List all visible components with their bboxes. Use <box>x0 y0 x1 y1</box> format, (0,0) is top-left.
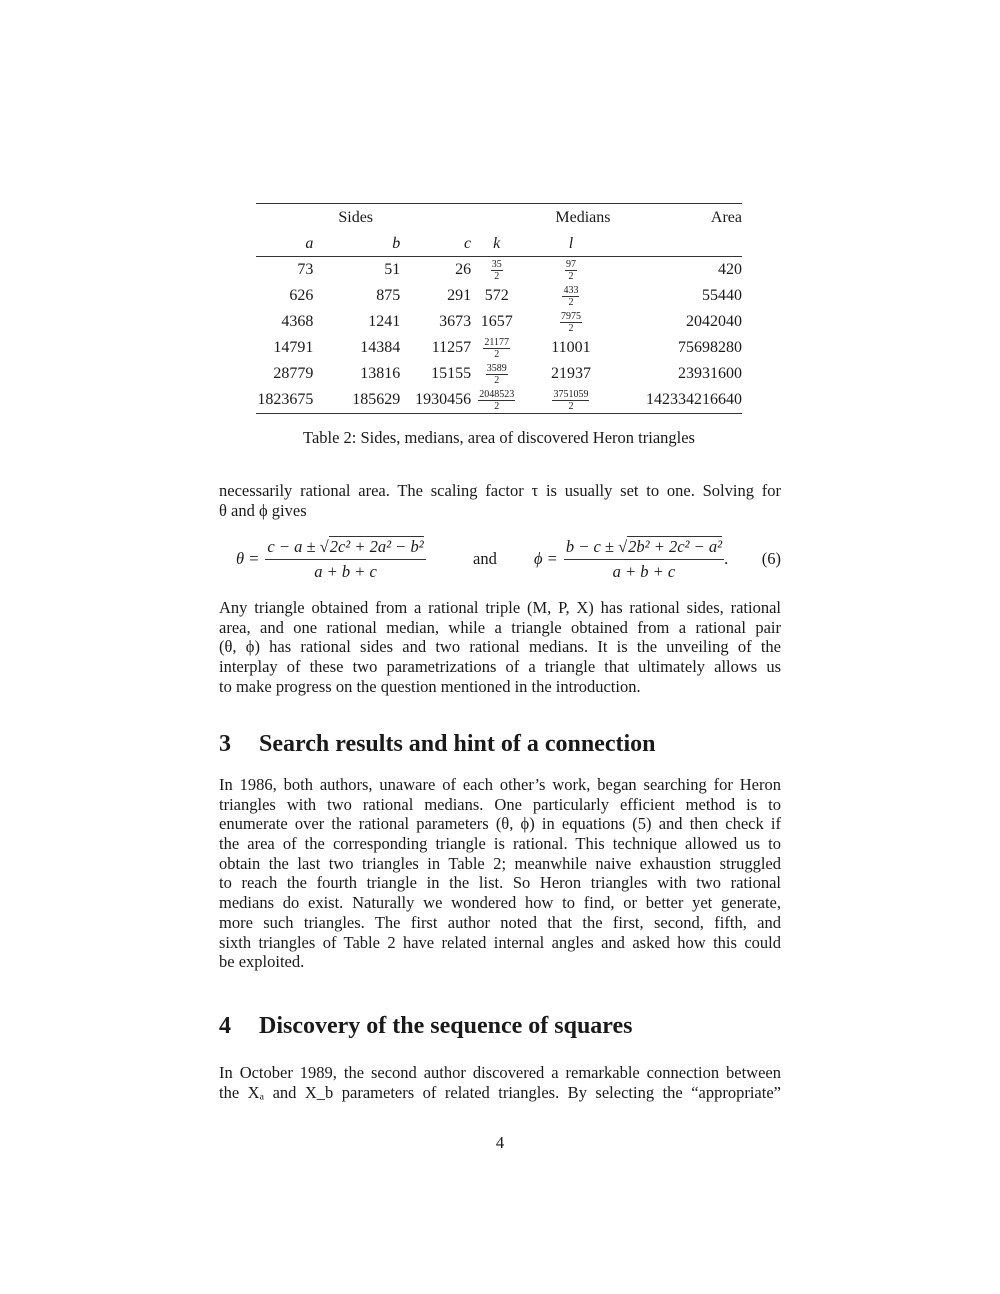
section-3-heading <box>219 731 655 758</box>
theta-radicand: 2c² + 2a² − b² <box>329 536 424 556</box>
text-line: the Xₐ and X_b parameters of related triangles. By selecting the “appropriate” <box>219 1082 781 1102</box>
section-number: 3 <box>219 731 231 757</box>
cell-k <box>471 387 522 413</box>
cell-c: 3673 <box>439 313 472 330</box>
text-line: medians do exist. Naturally we wondered how to find, or better yet generate, <box>219 893 781 913</box>
cell-b: 51 <box>384 261 401 278</box>
cell-area: 75698280 <box>678 339 742 356</box>
cell-k: 1657 <box>480 313 513 330</box>
text-line: In 1986, both authors, unaware of each other’s work, began searching for Heron <box>219 775 781 794</box>
cell-l: 11001 <box>551 339 591 356</box>
text-line: triangles with two rational medians. One particularly efficient method is to <box>219 794 781 814</box>
cell-l <box>522 257 619 283</box>
cell-b: 14384 <box>360 339 401 356</box>
cell-c: 11257 <box>431 339 472 356</box>
cell-area: 420 <box>718 261 742 278</box>
table-bottom-rule <box>256 413 742 414</box>
text-line: to make progress on the question mentioned in the introduction. <box>219 676 641 696</box>
cell-b: 1241 <box>368 313 401 330</box>
equation-number: (6) <box>761 549 781 568</box>
header-medians: Medians <box>555 209 611 226</box>
theta-fraction <box>265 537 425 582</box>
text-line: θ and ϕ gives <box>219 500 307 520</box>
theta-denominator: a + b + c <box>314 561 377 581</box>
section-3-paragraph <box>219 775 781 972</box>
cell-b: 13816 <box>360 365 401 382</box>
table-caption: Table 2: Sides, medians, area of discovered Heron triangles <box>303 428 695 447</box>
cell-c: 1930456 <box>415 391 472 408</box>
header-c: c <box>464 235 472 252</box>
fraction: $\frac{2048523}{2}$ <box>479 388 515 412</box>
cell-area: 2042040 <box>686 313 742 330</box>
theta-lhs: θ = <box>236 549 260 568</box>
table-row <box>256 361 742 387</box>
cell-k <box>471 257 522 283</box>
header-k: k <box>493 235 501 252</box>
phi-denominator: a + b + c <box>612 561 676 581</box>
paragraph-pre-equation <box>219 481 781 520</box>
header-a: a <box>305 235 314 252</box>
cell-c: 15155 <box>431 365 472 382</box>
text-line: be exploited. <box>219 952 305 972</box>
header-area: Area <box>710 209 742 226</box>
text-line: the area of the corresponding triangle is rational. This technique allowed us to <box>219 834 781 854</box>
cell-l: 21937 <box>550 365 591 382</box>
cell-k <box>471 335 522 361</box>
cell-l <box>522 309 619 335</box>
cell-area: 142334216640 <box>646 391 742 408</box>
fraction: $\frac{433}{2}$ <box>563 284 579 308</box>
header-b: b <box>392 235 401 252</box>
cell-c: 291 <box>447 287 472 304</box>
fraction: $\frac{97}{2}$ <box>565 258 576 282</box>
table-row <box>256 283 742 309</box>
text-line: interplay of these two parametrizations of a triangle that ultimately allows us <box>219 657 781 677</box>
table-row <box>256 309 742 335</box>
text-line: In October 1989, the second author discovered a remarkable connection between <box>219 1063 781 1082</box>
section-title: Search results and hint of a connection <box>259 731 656 757</box>
table-row <box>256 335 742 361</box>
cell-k <box>471 361 522 387</box>
cell-l <box>522 387 619 413</box>
cell-a: 14791 <box>273 339 314 356</box>
text-line: to reach the fourth triangle in the list. So Heron triangles with two rational <box>219 873 781 893</box>
phi-radicand: 2b² + 2c² − a² <box>628 536 723 556</box>
section-4-heading <box>219 1013 633 1040</box>
section-number: 4 <box>219 1013 231 1039</box>
text-line: (θ, ϕ) has rational sides and two rational medians. It is the unveiling of the <box>219 637 781 657</box>
fraction: $\frac{21177}{2}$ <box>484 336 510 360</box>
cell-a: 626 <box>289 287 314 304</box>
and-word: and <box>473 549 497 568</box>
phi-numerator-prefix: b − c ± √ <box>565 536 628 556</box>
section-4-paragraph <box>219 1063 781 1102</box>
table-row <box>256 387 742 413</box>
header-l: l <box>568 235 574 252</box>
fraction: $\frac{3589}{2}$ <box>486 362 507 386</box>
theta-numerator-prefix: c − a ± √ <box>267 536 329 556</box>
table-row <box>256 257 742 283</box>
cell-a: 28779 <box>273 365 314 382</box>
section-title: Discovery of the sequence of squares <box>259 1013 633 1039</box>
fraction: $\frac{35}{2}$ <box>491 258 502 282</box>
cell-k: 572 <box>484 287 509 304</box>
cell-area: 23931600 <box>678 365 742 382</box>
heron-triangles-table <box>256 203 742 414</box>
page-number: 4 <box>495 1133 505 1152</box>
fraction: $\frac{3751059}{2}$ <box>553 388 589 412</box>
text-line: necessarily rational area. The scaling factor τ is usually set to one. Solving for <box>219 481 781 500</box>
text-line: area, and one rational median, while a triangle obtained from a rational pair <box>219 617 781 637</box>
equation-6: θ = $\frac{\text{c − a ± √2c² + 2a² − b²}}{a + b + c}$ and ϕ = $\frac{\text{b − c ± √2b² + 2c² − a²}}{a + b + c}$ . (6) <box>236 536 781 581</box>
text-line: enumerate over the rational parameters (θ, ϕ) in equations (5) and then check if <box>219 814 781 834</box>
text-line: obtain the last two triangles in Table 2; meanwhile naive exhaustion struggled <box>219 853 781 873</box>
cell-b: 185629 <box>352 391 401 408</box>
phi-fraction <box>564 537 724 582</box>
cell-area: 55440 <box>702 287 742 304</box>
paragraph-parametrizations <box>219 598 781 696</box>
cell-a: 1823675 <box>257 391 314 408</box>
header-sides: Sides <box>338 209 374 226</box>
cell-a: 4368 <box>281 313 314 330</box>
fraction: $\frac{7975}{2}$ <box>560 310 581 334</box>
phi-lhs: ϕ = <box>534 549 558 568</box>
cell-l <box>522 283 619 309</box>
cell-c: 26 <box>455 261 472 278</box>
text-line: sixth triangles of Table 2 have related internal angles and asked how this could <box>219 932 781 952</box>
text-line: Any triangle obtained from a rational triple (M, P, X) has rational sides, rational <box>219 598 781 617</box>
cell-b: 875 <box>376 287 401 304</box>
text-line: more such triangles. The first author noted that the first, second, fifth, and <box>219 912 781 932</box>
cell-a: 73 <box>297 261 314 278</box>
